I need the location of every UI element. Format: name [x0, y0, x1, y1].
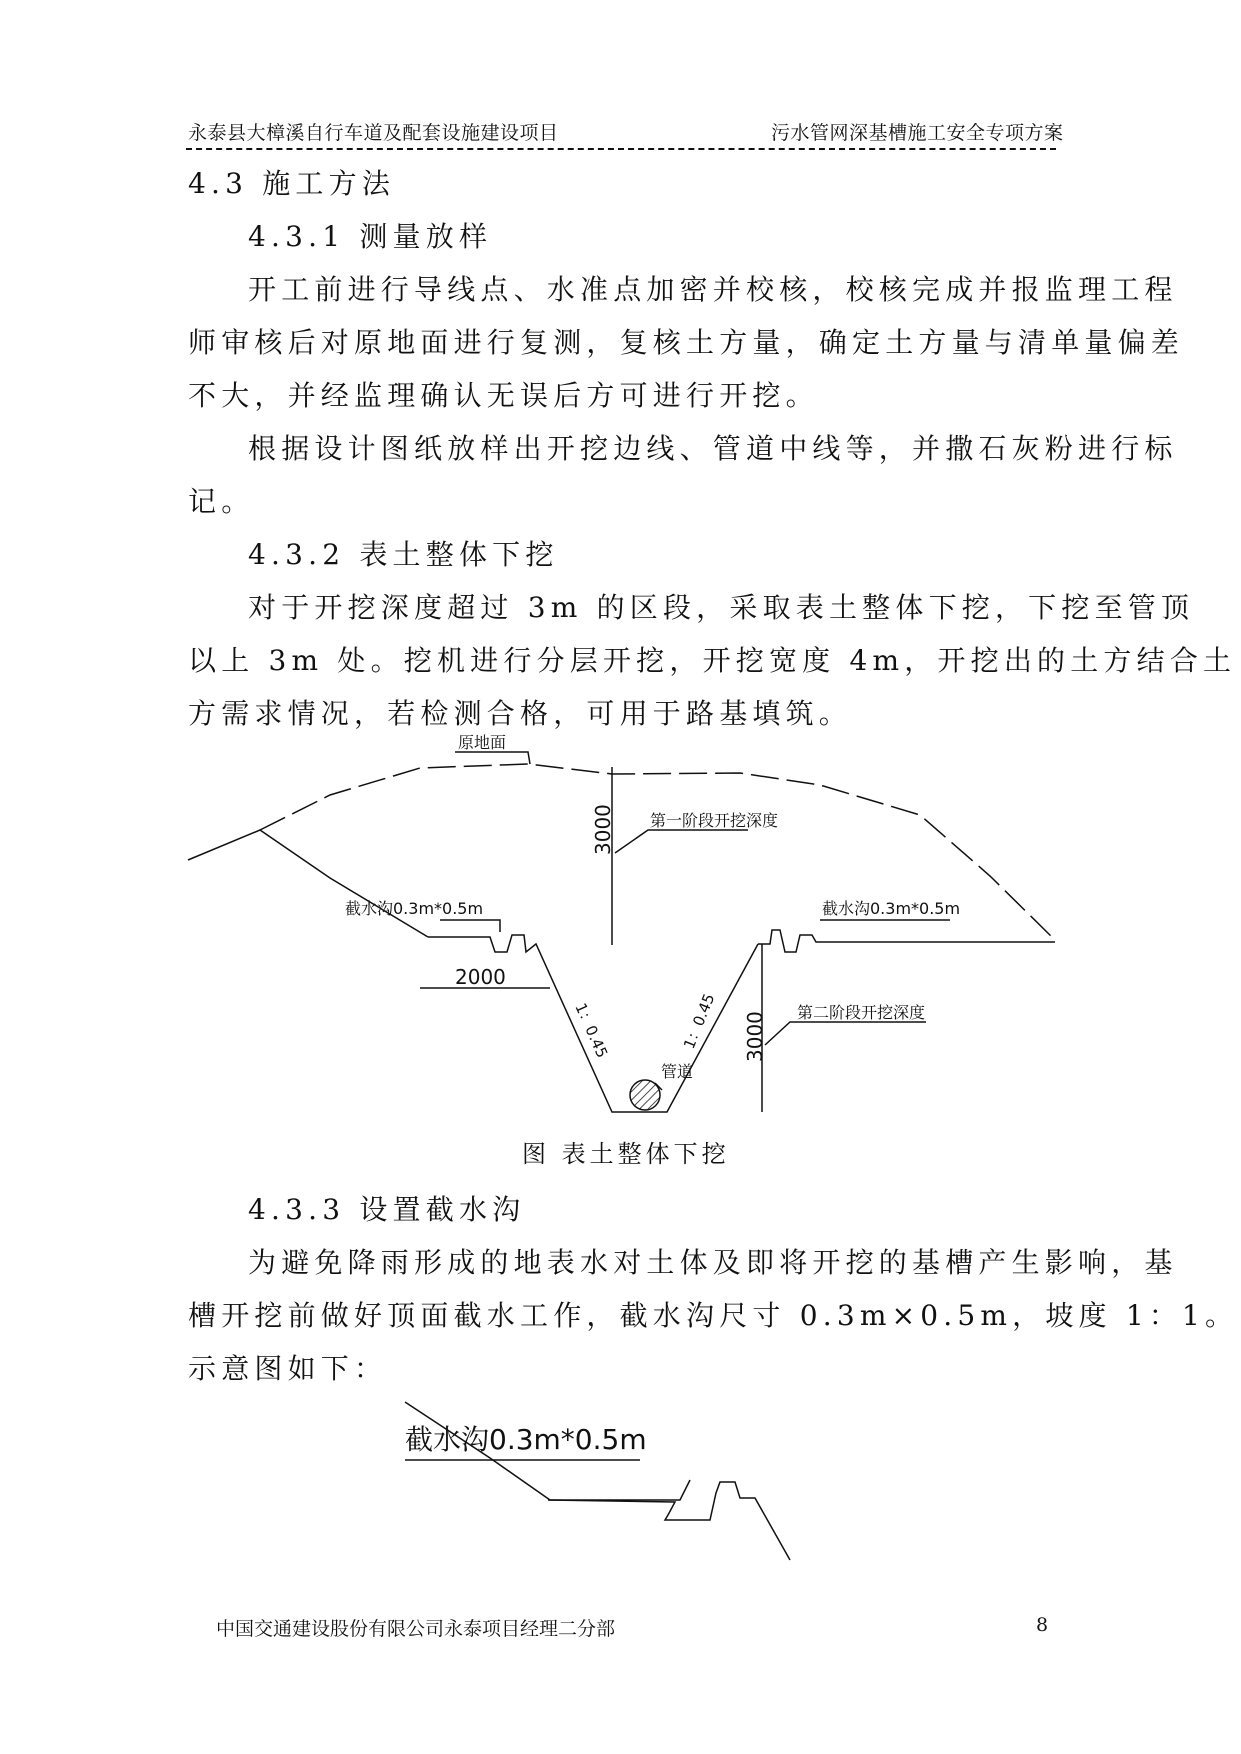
figure-caption: 图 表土整体下挖 [522, 1140, 730, 1168]
label-ditch-size: 截水沟0.3m*0.5m [405, 1423, 647, 1456]
label-pipe: 管道 [661, 1062, 694, 1081]
header-document-title: 污水管网深基槽施工安全专项方案 [771, 122, 1064, 144]
paragraph-excavation-line-3: 方需求情况，若检测合格，可用于路基填筑。 [188, 697, 853, 730]
footer-company: 中国交通建设股份有限公司永泰项目经理二分部 [216, 1618, 616, 1640]
paragraph-excavation-line-1: 对于开挖深度超过 3m 的区段，采取表土整体下挖，下挖至管顶 [248, 591, 1195, 624]
label-depth-3000-b: 3000 [743, 1011, 767, 1062]
label-slope-right: 1：0.45 [680, 991, 719, 1052]
header-project-title: 永泰县大樟溪自行车道及配套设施建设项目 [188, 122, 559, 144]
paragraph-excavation-line-2: 以上 3m 处。挖机进行分层开挖，开挖宽度 4m，开挖出的土方结合土 [188, 644, 1237, 677]
section-heading-4-3-3: 4.3.3 设置截水沟 [248, 1193, 526, 1226]
paragraph-survey-line-1: 开工前进行导线点、水准点加密并校核，校核完成并报监理工程 [248, 273, 1178, 306]
ditch-section-profile [548, 1482, 790, 1560]
label-bench-width: 2000 [455, 965, 506, 989]
paragraph-survey-line-3: 不大，并经监理确认无误后方可进行开挖。 [188, 379, 819, 412]
label-stage1-depth: 第一阶段开挖深度 [650, 811, 779, 830]
label-depth-3000-a: 3000 [591, 804, 615, 855]
paragraph-layout-line-2: 记。 [188, 485, 255, 518]
label-ditch-right: 截水沟0.3m*0.5m [822, 899, 961, 918]
label-slope-left: 1：0.45 [571, 1000, 612, 1061]
paragraph-ditch-line-2: 槽开挖前做好顶面截水工作，截水沟尺寸 0.3m×0.5m，坡度 1：1。 [188, 1299, 1239, 1332]
paragraph-survey-line-2: 师审核后对原地面进行复测，复核土方量，确定土方量与清单量偏差 [188, 326, 1185, 359]
section-heading-4-3-1: 4.3.1 测量放样 [248, 220, 493, 253]
page-number: 8 [1036, 1614, 1049, 1636]
section-heading-4-3: 4.3 施工方法 [188, 167, 396, 200]
label-ditch-left: 截水沟0.3m*0.5m [345, 899, 484, 918]
paragraph-layout-line-1: 根据设计图纸放样出开挖边线、管道中线等，并撒石灰粉进行标 [248, 432, 1178, 465]
section-heading-4-3-2: 4.3.2 表土整体下挖 [248, 538, 559, 571]
label-stage2-depth: 第二阶段开挖深度 [797, 1003, 926, 1022]
label-original-ground: 原地面 [458, 733, 507, 752]
paragraph-ditch-line-3: 示意图如下： [188, 1352, 388, 1385]
paragraph-ditch-line-1: 为避免降雨形成的地表水对土体及即将开挖的基槽产生影响，基 [248, 1246, 1178, 1279]
